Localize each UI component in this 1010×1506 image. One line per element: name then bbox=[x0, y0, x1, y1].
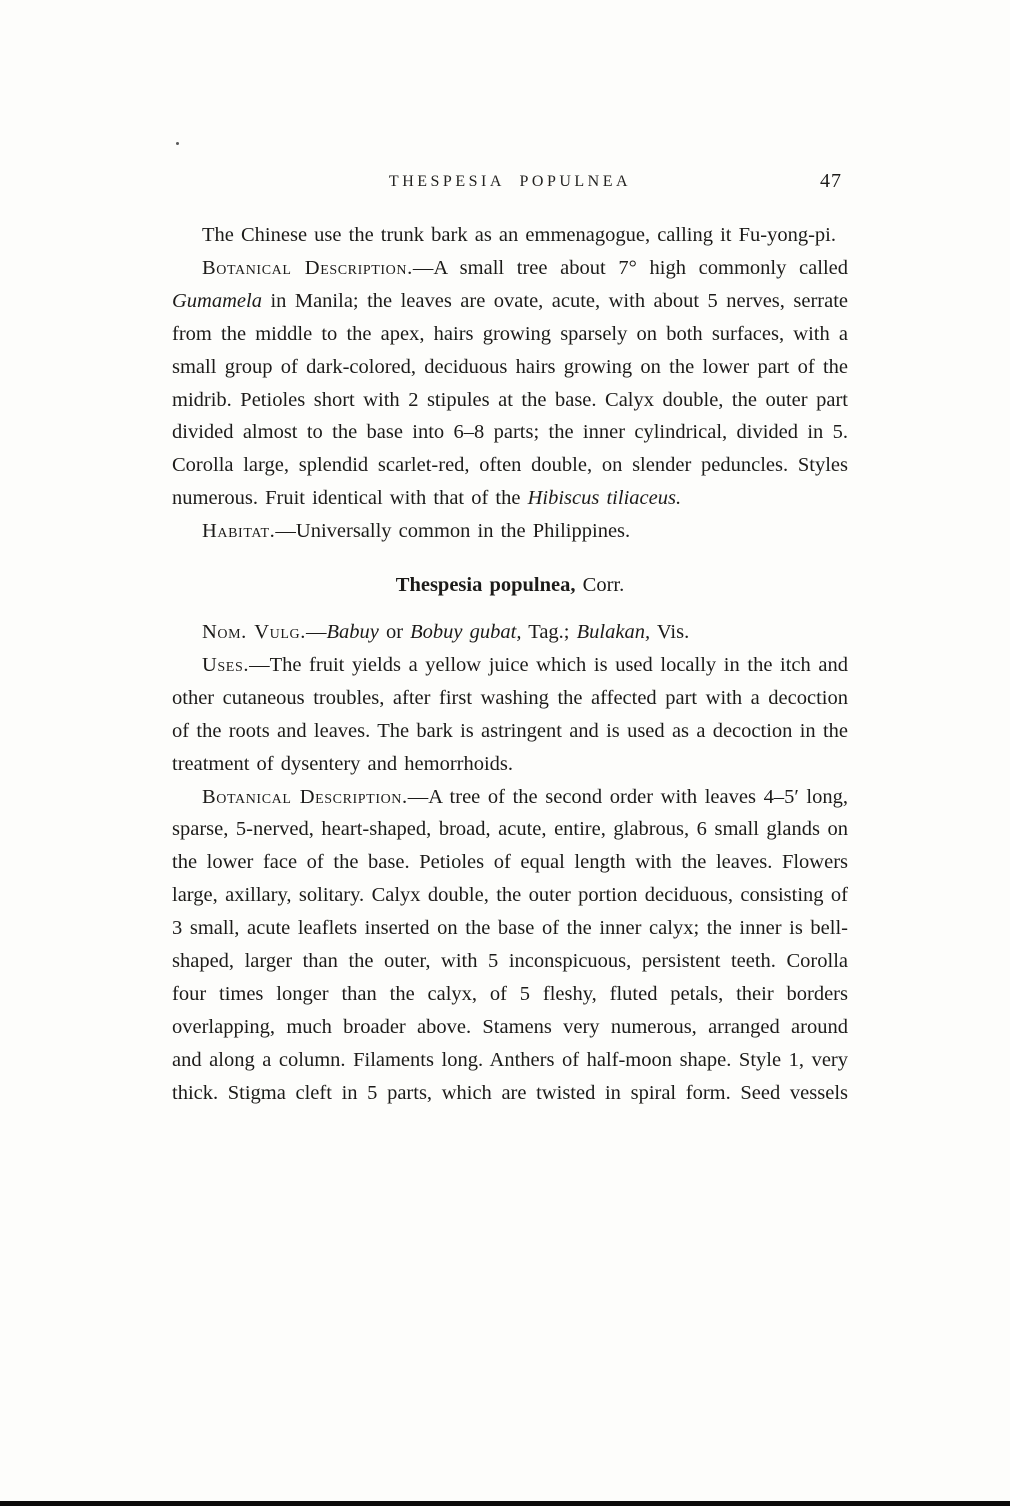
text-run: or bbox=[378, 620, 411, 643]
running-title: THESPESIA POPULNEA bbox=[388, 173, 632, 190]
text-run: Bulakan, bbox=[576, 620, 651, 643]
text-run: — bbox=[305, 620, 327, 643]
text-run: Botanical Description. bbox=[202, 256, 413, 279]
text-run: Uses. bbox=[202, 653, 250, 676]
paragraph bbox=[172, 781, 848, 1110]
text-run: —The fruit yields a yellow juice which is used locally in the itch and other cutaneous troubles, after first washing the affected part with a decoction of the roots and leaves. The bark is astringent and is used as a decoction in the treatment of dysentery and hemorrhoids. bbox=[172, 653, 848, 775]
paragraph bbox=[172, 515, 848, 548]
text-run: Botanical Description. bbox=[202, 785, 408, 808]
page-header bbox=[172, 170, 848, 199]
text-run: —A small tree about 7° high commonly called bbox=[412, 256, 848, 279]
text-block bbox=[172, 219, 848, 1110]
scan-speck bbox=[176, 142, 179, 145]
text-run: Babuy bbox=[326, 620, 379, 643]
text-run: Bobuy gubat, bbox=[410, 620, 522, 643]
text-run: Tag.; bbox=[521, 620, 577, 643]
text-run: Nom. Vulg. bbox=[202, 620, 306, 643]
text-run: Gumamela bbox=[172, 289, 262, 312]
text-run: Vis. bbox=[650, 620, 690, 643]
scan-bottom-edge bbox=[0, 1501, 1010, 1506]
text-run: Hibiscus tiliaceus. bbox=[527, 487, 682, 510]
paragraph bbox=[172, 219, 848, 252]
text-run: —Universally common in the Philippines. bbox=[275, 520, 631, 543]
paragraph bbox=[172, 649, 848, 781]
text-run: Corr. bbox=[575, 574, 625, 597]
text-run: —A tree of the second order with leaves 4–5′ long, sparse, 5-nerved, heart-shaped, broad, acute, entire, glabrous, 6 small glands on the lower face of the base. Petioles of equal length with the leaves. Flowers large, axillary, solitary. Calyx double, the outer portion deciduous, consisting of 3 small, acute leaflets inserted on the base of the inner calyx; the inner is bell-shaped, larger than the outer, with 5 inconspicuous, persistent teeth. Corolla four times longer than the calyx, of 5 fleshy, fluted petals, their borders overlapping, much broader above. Stamens very numerous, arranged around and along a column. Filaments long. Anthers of half-moon shape. Style 1, very thick. Stigma cleft in 5 parts, which are twisted in spiral form. Seed vessels bbox=[172, 785, 848, 1104]
section-heading bbox=[172, 569, 848, 602]
text-run: Thespesia populnea, bbox=[395, 574, 576, 597]
text-run: Habitat. bbox=[202, 520, 276, 543]
text-run: The Chinese use the trunk bark as an emmenagogue, calling it Fu-yong-pi. bbox=[202, 224, 836, 246]
page-number: 47 bbox=[820, 170, 842, 192]
paragraph bbox=[172, 616, 848, 649]
text-run: in Manila; the leaves are ovate, acute, with about 5 nerves, serrate from the middle to the apex, hairs growing sparsely on both surfaces, with a small group of dark-colored, deciduous hairs growing on the lower part of the midrib. Petioles short with 2 stipules at the base. Calyx double, the outer part divided almost to the base into 6–8 parts; the inner cylindrical, divided in 5. Corolla large, splendid scarlet-red, often double, on slender peduncles. Styles numerous. Fruit identical with that of the bbox=[172, 289, 848, 510]
paragraph bbox=[172, 252, 848, 515]
